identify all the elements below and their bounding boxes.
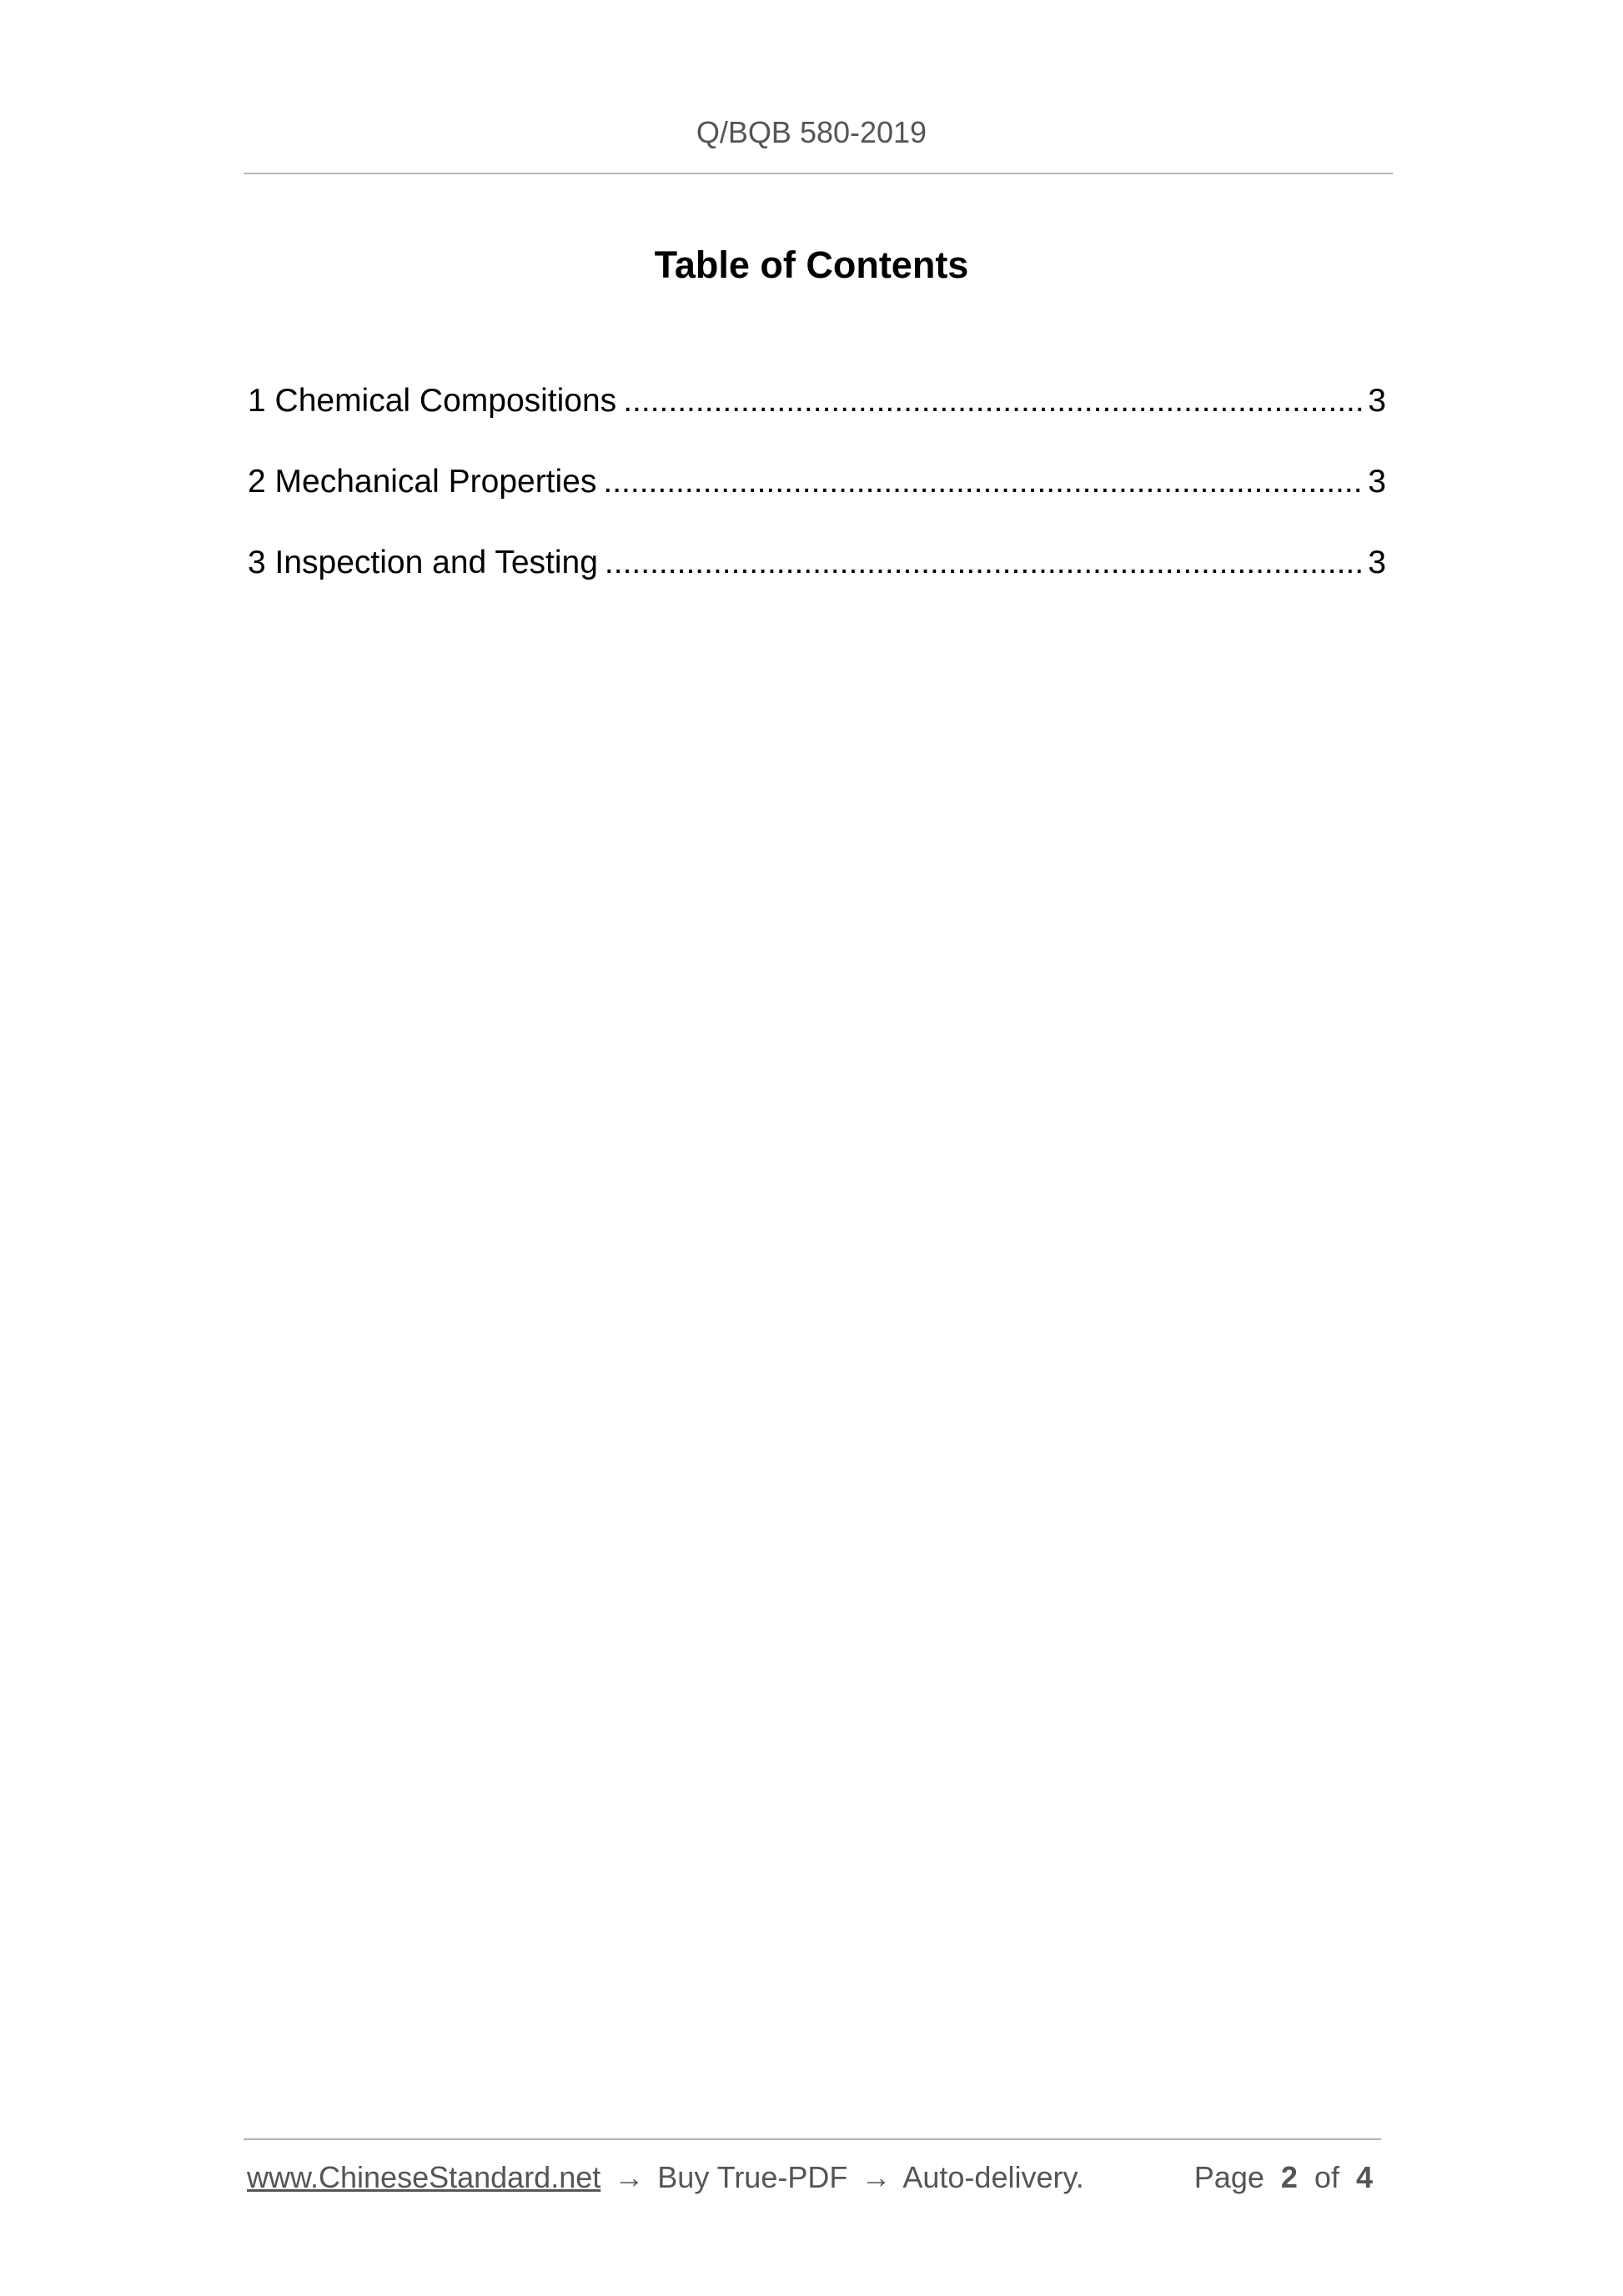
of-word: of xyxy=(1314,2160,1339,2194)
page-indicator xyxy=(1194,2160,1373,2195)
toc-entry-page: 3 xyxy=(1368,464,1386,500)
footer-promo xyxy=(247,2160,1084,2195)
website-link[interactable]: www.ChineseStandard.net xyxy=(247,2160,601,2194)
toc-entry-page: 3 xyxy=(1368,545,1386,580)
toc-dot-leader xyxy=(605,541,1363,585)
page-word: Page xyxy=(1193,2160,1264,2194)
footer-divider xyxy=(244,2138,1381,2140)
current-page-number: 2 xyxy=(1280,2160,1298,2194)
right-arrow-icon: → xyxy=(614,2160,645,2194)
toc-entry-chemical-compositions[interactable] xyxy=(248,379,1386,460)
toc-entry-mechanical-properties[interactable] xyxy=(248,460,1386,541)
toc-entry-inspection-and-testing[interactable] xyxy=(248,541,1386,622)
toc-entry-page: 3 xyxy=(1368,383,1386,419)
toc-entry-label: 2 Mechanical Properties xyxy=(248,464,597,500)
document-code: Q/BQB 580-2019 xyxy=(696,115,927,149)
toc-entry-label: 3 Inspection and Testing xyxy=(248,545,598,580)
delivery-text: Auto-delivery. xyxy=(902,2160,1084,2194)
toc-list xyxy=(248,379,1386,622)
right-arrow-icon: → xyxy=(861,2160,892,2194)
toc-entry-label: 1 Chemical Compositions xyxy=(248,383,617,419)
buy-text: Buy True-PDF xyxy=(657,2160,848,2194)
toc-dot-leader xyxy=(623,379,1363,423)
toc-dot-leader xyxy=(603,460,1363,504)
toc-title: Table of Contents xyxy=(654,244,969,286)
header-divider xyxy=(244,173,1393,174)
total-pages-number: 4 xyxy=(1355,2160,1373,2194)
page-footer xyxy=(247,2160,1381,2202)
